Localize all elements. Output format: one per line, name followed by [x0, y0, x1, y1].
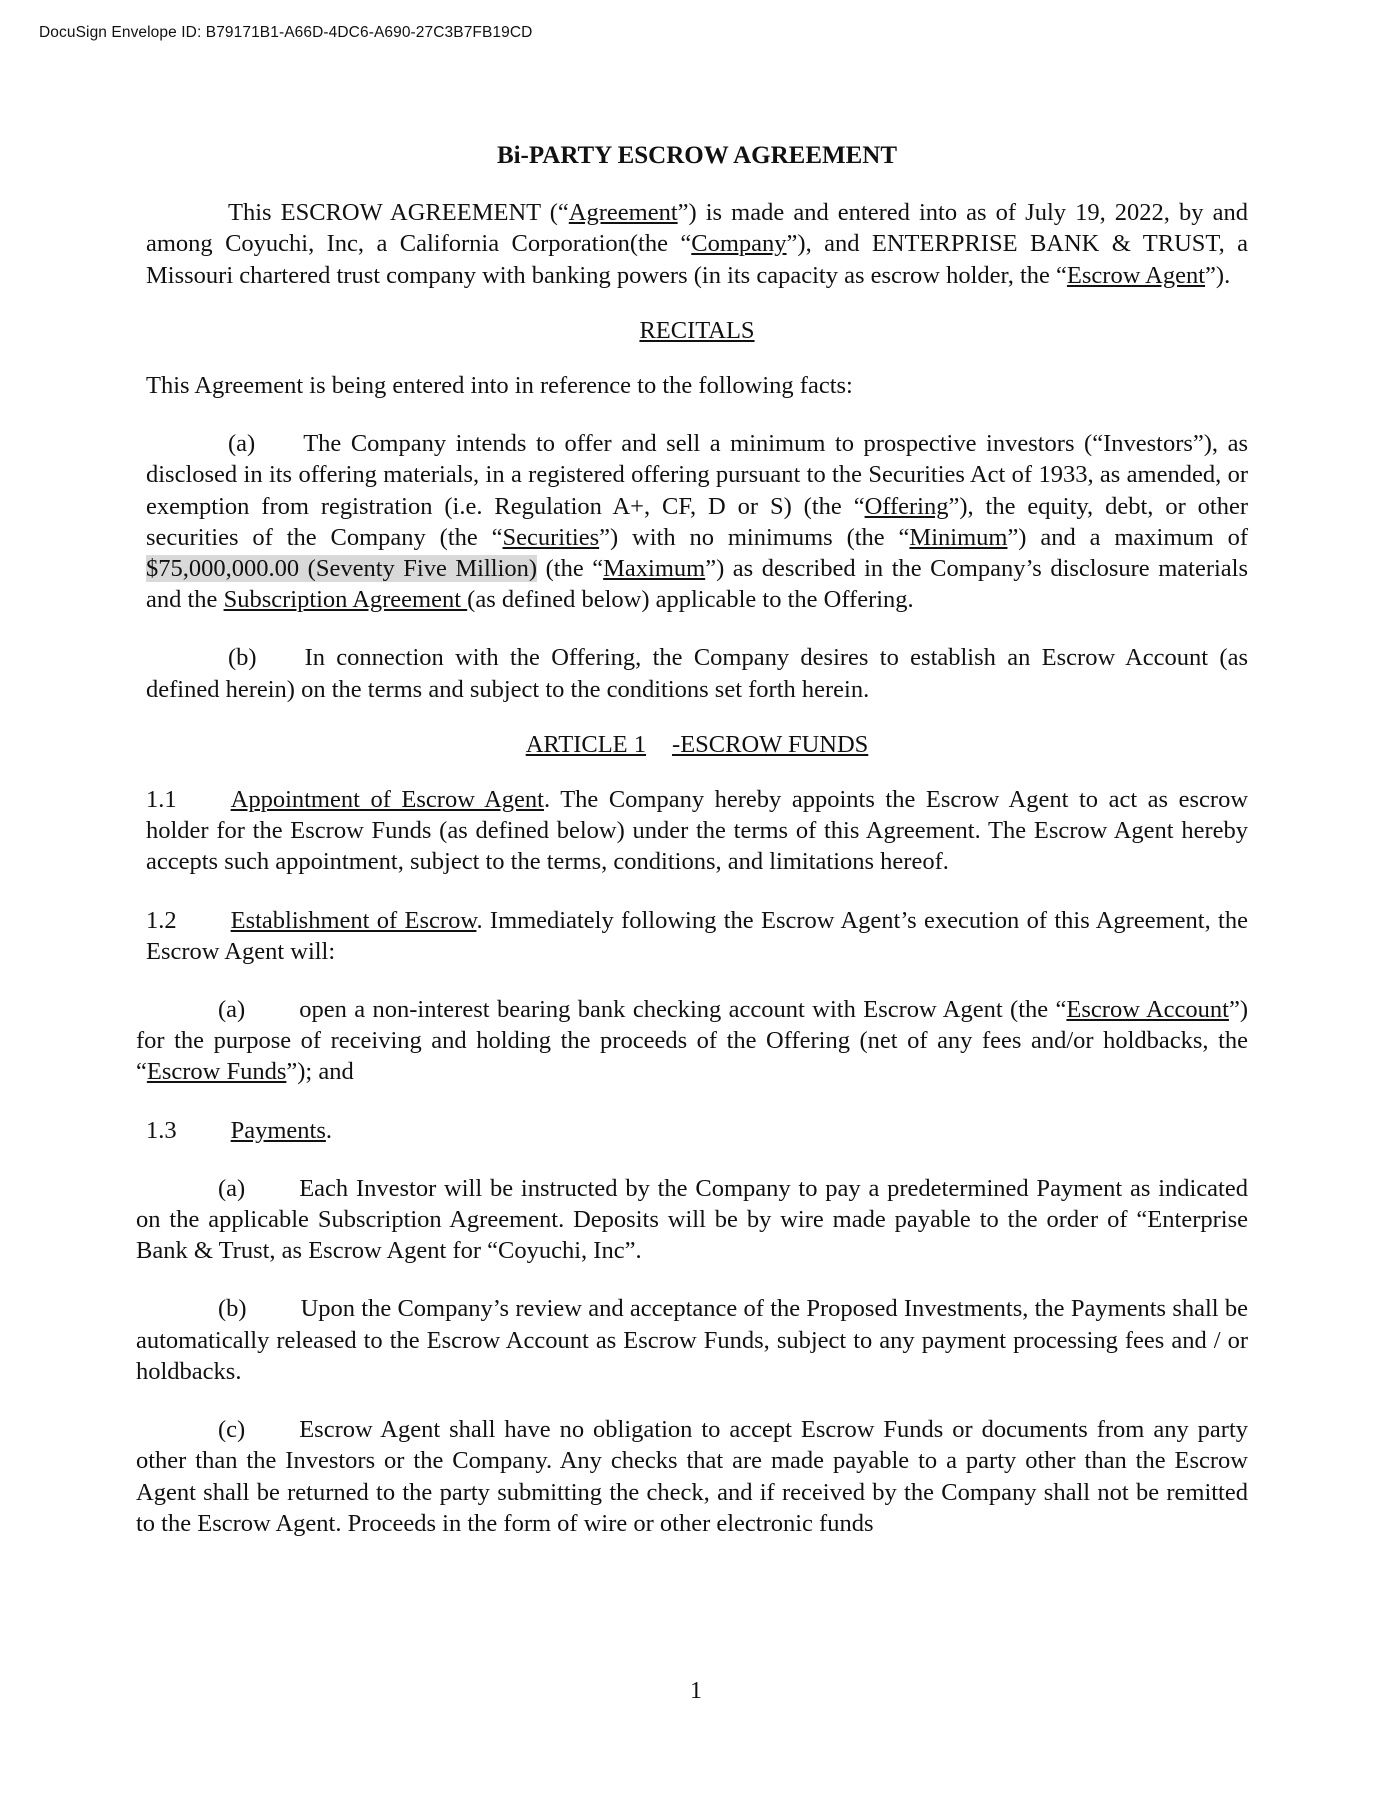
subscription-agreement-link: Subscription Agreement: [223, 586, 468, 614]
defined-term-company: Company: [691, 230, 787, 258]
recital-b: (b) In connection with the Offering, the Company desires to establish an Escrow Account (as defined herein) on the terms and subject to the conditions set forth herein.: [146, 644, 1248, 703]
defined-term-offering: Offering: [864, 492, 949, 520]
article-heading: ARTICLE 1 -ESCROW FUNDS: [525, 730, 869, 758]
document-title: Bi-PARTY ESCROW AGREEMENT: [496, 142, 898, 169]
highlighted-amount: $75,000,000.00 (Seventy Five Million): [146, 555, 538, 583]
section-1-2-heading: Establishment of Escrow: [230, 906, 477, 934]
defined-term-maximum: Maximum: [603, 555, 706, 583]
defined-term-escrow-agent: Escrow Agent: [1066, 261, 1206, 289]
defined-term-escrow-account: Escrow Account: [1066, 996, 1229, 1024]
recital-a: (a) The Company intends to offer and sell a minimum to prospective investors (“Investors”), as disclosed in its offering materials, in a registered offering pursuant to the Securities Act of 1933, as amended, or exemption from registration (i.e. Regulation A+, CF, D or S) (the “Offering”), the equity, debt, or other securities of the Company (the “Securities”) with no minimums (the “Minimum”) and a maximum of $75,000,000.00 (Seventy Five Million) (the “Maximum”) as described in the Company’s disclosure materials and the Subscription Agreement (as defined below) applicable to the Offering.: [146, 430, 1249, 614]
section-1-2-a: (a) open a non-interest bearing bank checking account with Escrow Agent (the “Escrow Account”) for the purpose of receiving and holding the proceeds of the Offering (net of any fees and/or holdbacks, the “Escrow Funds”); and: [136, 996, 1248, 1086]
intro-paragraph: This ESCROW AGREEMENT (“Agreement”) is made and entered into as of July 19, 2022, by and among Coyuchi, Inc, a California Corporation(the “Company”), and ENTERPRISE BANK & TRUST, a Missouri chartered trust company with banking powers (in its capacity as escrow holder, the “Escrow Agent”).: [146, 199, 1248, 289]
page-number: 1: [690, 1678, 702, 1704]
recital-a-label: (a): [228, 430, 256, 458]
defined-term-securities: Securities: [502, 523, 600, 551]
section-1-3-b: (b) Upon the Company’s review and acceptance of the Proposed Investments, the Payments shall be automatically released to the Escrow Account as Escrow Funds, subject to any payment processing fees and / or holdbacks.: [136, 1295, 1248, 1385]
document-page: [136, 140, 1249, 1539]
defined-term-minimum: Minimum: [909, 523, 1008, 551]
section-1-1: 1.1 Appointment of Escrow Agent. The Company hereby appoints the Escrow Agent to act as escrow holder for the Escrow Funds (as defined below) under the terms of this Agreement. The Escrow Agent hereby accepts such appointment, subject to the terms, conditions, and limitations hereof.: [146, 786, 1249, 876]
section-1-3: 1.3 Payments.: [146, 1116, 333, 1144]
section-1-3-c: (c) Escrow Agent shall have no obligation to accept Escrow Funds or documents from any party other than the Investors or the Company. Any checks that are made payable to a party other than the Escrow Agent shall be returned to the party submitting the check, and if received by the Company shall not be remitted to the Escrow Agent. Proceeds in the form of wire or other electronic funds: [136, 1416, 1248, 1537]
defined-term-agreement: Agreement: [568, 199, 678, 227]
envelope-id: DocuSign Envelope ID: B79171B1-A66D-4DC6-A690-27C3B7FB19CD: [39, 24, 533, 41]
section-1-3-heading: Payments: [230, 1116, 326, 1144]
section-1-1-heading: Appointment of Escrow Agent: [230, 786, 544, 814]
recitals-heading: RECITALS: [639, 316, 755, 344]
recitals-lead: This Agreement is being entered into in reference to the following facts:: [146, 372, 853, 400]
section-1-3-a: (a) Each Investor will be instructed by the Company to pay a predetermined Payment as indicated on the applicable Subscription Agreement. Deposits will be by wire made payable to the order of “Enterprise Bank & Trust, as Escrow Agent for “Coyuchi, Inc”.: [136, 1174, 1248, 1265]
defined-term-escrow-funds: Escrow Funds: [146, 1058, 287, 1086]
section-1-2: 1.2 Establishment of Escrow. Immediately following the Escrow Agent’s execution of this Agreement, the Escrow Agent will:: [146, 906, 1248, 965]
